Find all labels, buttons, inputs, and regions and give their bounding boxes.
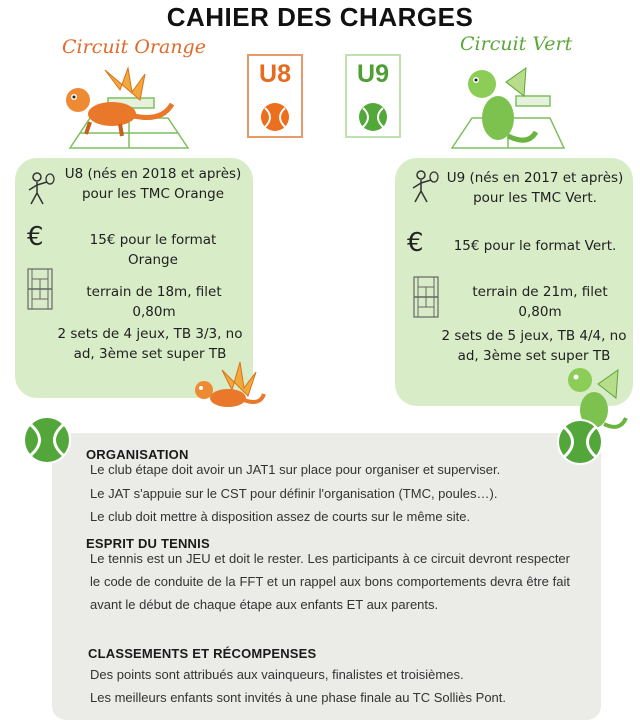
badge-u8 (247, 54, 303, 138)
tennis-ball-icon (22, 415, 72, 465)
tennis-player-icon (25, 172, 55, 206)
age-category-text: U9 (nés en 2017 et après) pour les TMC Vert. (446, 170, 624, 206)
organisation-heading: ORGANISATION (86, 447, 189, 462)
page-title: CAHIER DES CHARGES (166, 2, 474, 32)
court-icon (27, 268, 53, 310)
tennis-ball-icon (556, 418, 604, 466)
dragon-icon (192, 360, 268, 414)
court-size-text: terrain de 18m, filet 0,80m (86, 284, 222, 320)
court-icon (413, 276, 439, 318)
organisation-line: Le club doit mettre à disposition assez de courts sur le même site. (90, 509, 471, 524)
badge-u8-label: U8 (259, 60, 291, 88)
classements-line: Les meilleurs enfants sont invités à une phase finale au TC Solliès Pont. (90, 690, 506, 705)
euro-icon: € (407, 228, 424, 258)
price-text: 15€ pour le format Orange (89, 232, 217, 268)
match-format-text: 2 sets de 5 jeux, TB 4/4, no ad, 3ème set super TB (441, 328, 627, 364)
age-category-text: U8 (nés en 2018 et après) pour les TMC Orange (64, 166, 242, 202)
rules-section (52, 433, 601, 720)
organisation-line: Le club étape doit avoir un JAT1 sur place pour organiser et superviser. (90, 462, 501, 477)
classements-line: Des points sont attribués aux vainqueurs, finalistes et troisièmes. (90, 667, 464, 682)
badge-u9 (345, 54, 401, 138)
tennis-ball-icon (260, 102, 290, 132)
green-dragon-court-illustration (446, 62, 566, 152)
organisation-line: Le JAT s'appuie sur le CST pour définir l'organisation (TMC, poules…). (90, 486, 498, 501)
price-text: 15€ pour le format Vert. (453, 238, 617, 254)
circuit-orange-label: Circuit Orange (62, 36, 206, 58)
orange-dragon-court-illustration (50, 60, 190, 152)
euro-icon: € (27, 222, 44, 252)
match-format-text: 2 sets de 4 jeux, TB 3/3, no ad, 3ème set super TB (57, 326, 243, 362)
esprit-paragraph: Le tennis est un JEU et doit le rester. Les participants à ce circuit devront respecter le code de conduite de la FFT et un rappel aux bons comportements devra être fait avant le début de chaque étape aux enfants ET aux parents. (90, 551, 570, 612)
tennis-ball-icon (358, 102, 388, 132)
classements-heading: CLASSEMENTS ET RÉCOMPENSES (88, 646, 317, 661)
court-size-text: terrain de 21m, filet 0,80m (472, 284, 608, 320)
badge-u9-label: U9 (357, 60, 389, 88)
circuit-green-label: Circuit Vert (460, 33, 573, 55)
tennis-player-icon (409, 170, 439, 204)
esprit-heading: ESPRIT DU TENNIS (86, 536, 210, 551)
